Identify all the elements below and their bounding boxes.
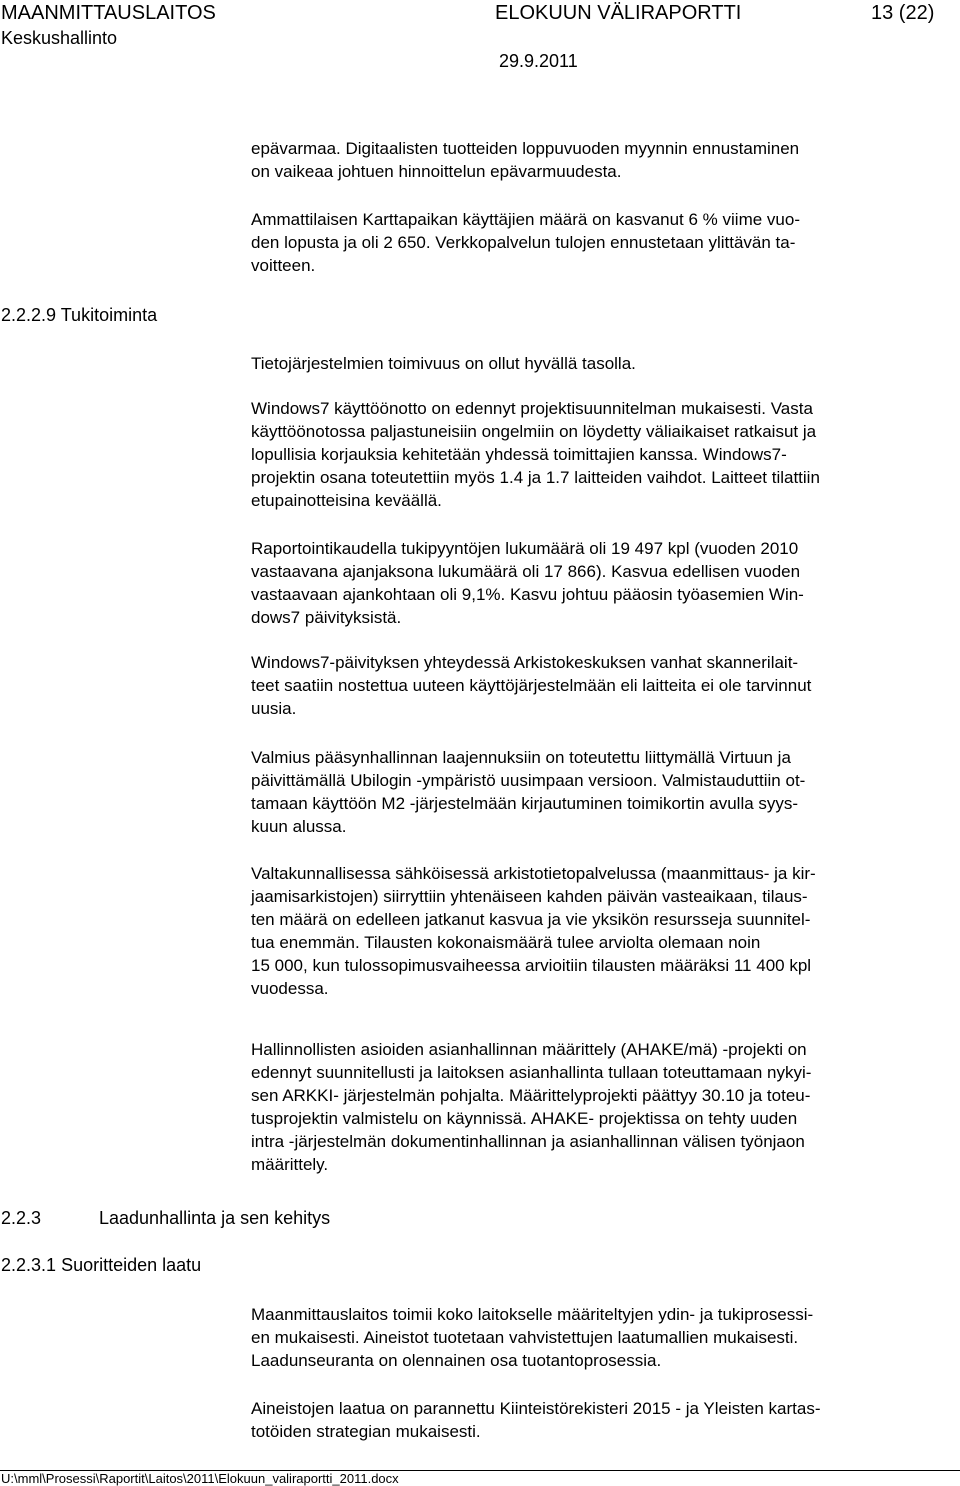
body-paragraph: Valtakunnallisessa sähköisessä arkistotietopalvelussa (maanmittaus- ja kir- jaamisarkistojen) siirryttiin yhtenäiseen kahden päivän vasteaikaan, tilaus- ten määrä on edelleen jatkanut kasvua ja vie yksikön resursseja suunnitel- tua enemmän. Tilausten kokonaismäärä tulee arviolta olemaan noin 15 000, kun tulossopimusvaiheessa arvioitiin tilausten määräksi 11 400 kpl vuodessa. [251, 864, 816, 998]
body-paragraph: Maanmittauslaitos toimii koko laitokselle määriteltyjen ydin- ja tukiprosessi- en mukaisesti. Aineistot tuotetaan vahvistettujen laatumallien mukaisesti. Laadunseuranta on olennainen osa tuotantoprosessia. [251, 1305, 814, 1370]
footer-file-path: U:\mml\Prosessi\Raportit\Laitos\2011\Elokuun_valiraportti_2011.docx [1, 1471, 399, 1486]
body-paragraph: Valmius pääsynhallinnan laajennuksiin on toteutettu liittymällä Virtuun ja päivittämällä Ubilogin -ympäristö uusimpaan versioon. Valmistauduttiin ot- tamaan käyttöön M2 -järjestelmään kirjautuminen toimikortin avulla syys- kuun alussa. [251, 748, 806, 836]
section-number: 2.2.3 [1, 1208, 42, 1228]
section-title: Laadunhallinta ja sen kehitys [99, 1208, 331, 1228]
header-page-number: 13 (22) [871, 2, 935, 24]
section-title: Suoritteiden laatu [61, 1255, 202, 1275]
header-organization: MAANMITTAUSLAITOS [1, 2, 216, 24]
section-heading-quality [1, 1207, 330, 1229]
section-title: Tukitoiminta [60, 305, 158, 325]
header-report-title: ELOKUUN VÄLIRAPORTTI [495, 2, 742, 24]
section-number: 2.2.3.1 [1, 1255, 57, 1275]
body-paragraph: epävarmaa. Digitaalisten tuotteiden loppuvuoden myynnin ennustaminen on vaikeaa johtuen hinnoittelun epävarmuudesta. [251, 139, 800, 181]
body-paragraph: Raportointikaudella tukipyyntöjen lukumäärä oli 19 497 kpl (vuoden 2010 vastaavana ajanjaksona lukumäärä oli 17 866). Kasvua edellisen vuoden vastaavaan ajankohtaan oli 9,1%. Kasvu johtuu pääosin työasemien Win- dows7 päivityksistä. [251, 539, 804, 627]
body-paragraph: Aineistojen laatua on parannettu Kiinteistörekisteri 2015 - ja Yleisten kartas- totöiden strategian mukaisesti. [251, 1399, 821, 1441]
body-paragraph: Tietojärjestelmien toimivuus on ollut hyvällä tasolla. [251, 354, 636, 373]
body-paragraph: Windows7 käyttöönotto on edennyt projektisuunnitelman mukaisesti. Vasta käyttöönotossa paljastuneisiin ongelmiin on löydetty väliaikaiset ratkaisut ja lopullisia korjauksia kehitetään yhdessä toimittajien kanssa. Windows7- projektin osana toteutettiin myös 1.4 ja 1.7 laitteiden vaihdot. Laitteet tilattiin etupainotteisina keväällä. [251, 399, 820, 510]
body-paragraph: Ammattilaisen Karttapaikan käyttäjien määrä on kasvanut 6 % viime vuo- den lopusta ja oli 2 650. Verkkopalvelun tulojen ennustetaan ylittävän ta- voitteen. [251, 210, 800, 275]
header-department: Keskushallinto [1, 28, 118, 48]
header-date: 29.9.2011 [499, 51, 578, 71]
body-paragraph: Hallinnollisten asioiden asianhallinnan määrittely (AHAKE/mä) -projekti on edennyt suunnitellusti ja laitoksen asianhallinta tullaan toteuttamaan nykyi- sen ARKKI- järjestelmän pohjalta. Määrittelyprojekti päättyy 30.10 ja toteu- tusprojektin valmistelu on käynnissä. AHAKE- projektissa on tehty uuden intra -järjestelmän dokumentinhallinnan ja asianhallinnan välisen työnjaon määrittely. [251, 1040, 812, 1174]
section-heading-support [1, 304, 157, 326]
body-paragraph: Windows7-päivityksen yhteydessä Arkistokeskuksen vanhat skannerilait- teet saatiin nostettua uuteen käyttöjärjestelmään eli laitteita ei ole tarvinnut uusia. [251, 653, 812, 718]
section-heading-output-quality [1, 1254, 201, 1276]
section-number: 2.2.2.9 [1, 305, 57, 325]
